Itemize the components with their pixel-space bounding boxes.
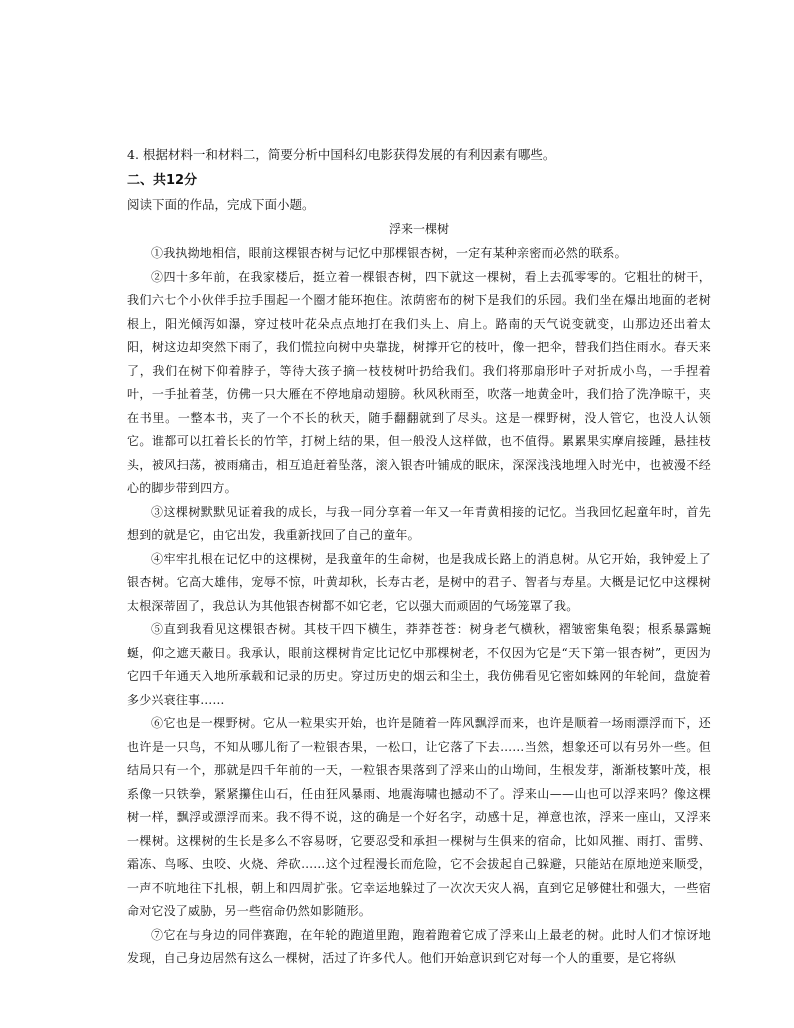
question-4: 4. 根据材料一和材料二，简要分析中国科幻电影获得发展的有利因素有哪些。	[127, 147, 556, 162]
article-paragraph-4: ④牢牢扎根在记忆中的这棵树，是我童年的生命树，也是我成长路上的消息树。从它开始，我钟爱上了银杏树。它高大雄伟，宠辱不惊，叶黄却秋，长寿古老，是树中的君子、智者与寿星。大概是记忆中这棵树太根深蒂固了，我总认为其他银杏树都不如它老，它以强大而顽固的气场笼罩了我。	[127, 551, 711, 613]
article-paragraph-2: ②四十多年前，在我家楼后，挺立着一棵银杏树，四下就这一棵树，看上去孤零零的。它粗壮的树干，我们六七个小伙伴手拉手围起一个圈才能环抱住。浓荫密布的树下是我们的乐园。我们坐在爆出地面的老树根上，阳光倾泻如瀑，穿过枝叶花朵点点地打在我们头上、肩上。路南的天气说变就变，山那边还出着太阳，树这边却突然下雨了，我们慌拉向树中央靠拢，树撑开它的枝叶，像一把伞，替我们挡住雨水。春天来了，我们在树下仰着脖子，等待大孩子摘一枝枝树叶扔给我们。我们将那扇形叶子对折成小鸟，一手捏着叶，一手扯着茎，仿佛一只大雁在不停地扇动翅膀。秋风秋雨至，吹落一地黄金叶，我们拾了洗净晾干，夹在书里。一整本书，夹了一个不长的秋天，随手翻翻就到了尽头。这是一棵野树，没人管它，也没人认领它。谁都可以扛着长长的竹竿，打树上结的果，但一般没人这样做，也不值得。累累果实摩肩接踵，悬挂枝头，被风扫荡，被雨痛击，相互追赶着坠落，滚入银杏叶铺成的眠床，深深浅浅地埋入时光中，也被漫不经心的脚步带到四方。	[127, 269, 711, 495]
article-paragraph-7: ⑦它在与身边的同伴赛跑，在年轮的跑道里跑，跑着跑着它成了浮来山上最老的树。此时人们才惊讶地发现，自己身边居然有这么一棵树，活过了许多代人。他们开始意识到它对每一个人的重要，是它将纵	[127, 927, 711, 965]
article-title: 浮来一棵树	[388, 222, 449, 236]
article-paragraph-5: ⑤直到我看见这棵银杏树。其枝干四下横生，莽莽苍苍：树身老气横秋，褶皱密集龟裂；根系暴露蜿蜒，仰之遮天蔽日。我承认，眼前这棵树肯定比记忆中那棵树老，不仅因为它是“天下第一银杏树”，更因为它四千年通天入地所承载和记录的历史。穿过历史的烟云和尘土，我仿佛看见它密如蛛网的年轮间，盘旋着多少兴衰往事……	[127, 622, 711, 707]
article-paragraph-6: ⑥它也是一棵野树。它从一粒果实开始，也许是随着一阵风飘浮而来，也许是顺着一场雨漂浮而下，还也许是一只鸟，不知从哪儿衔了一粒银杏果，一松口，让它落了下去……当然，想象还可以有另外一些。但结局只有一个，那就是四千年前的一天，一粒银杏果落到了浮来山的山坳间，生根发芽，渐渐枝繁叶茂，根系像一只铁拳，紧紧攥住山石，任由狂风暴雨、地震海啸也撼动不了。浮来山——山也可以浮来吗？像这棵树一样，飘浮或漂浮而来。我不得不说，这的确是一个好名字，动感十足，禅意也浓，浮来一座山，又浮来一棵树。这棵树的生长是多么不容易呀，它要忍受和承担一棵树与生俱来的宿命，比如风摧、雨打、雷劈、霜冻、鸟啄、虫咬、火烧、斧砍……这个过程漫长而危险，它不会拔起自己躲避，只能站在原地逆来顺受，一声不吭地往下扎根，朝上和四周扩张。它幸运地躲过了一次次天灾人祸，直到它足够健壮和强大，一些宿命对它没了威胁，另一些宿命仍然如影随形。	[127, 716, 711, 918]
article-paragraph-1: ①我执拗地相信，眼前这棵银杏树与记忆中那棵银杏树，一定有某种亲密而必然的联系。	[151, 246, 627, 260]
article-paragraph-3: ③这棵树默默见证着我的成长，与我一同分享着一年又一年青黄相接的记忆。当我回忆起童年时，首先想到的就是它，由它出发，我重新找回了自己的童年。	[127, 504, 711, 542]
document-content	[127, 146, 711, 971]
section-heading: 二、共12分	[127, 173, 198, 188]
reading-instruction: 阅读下面的作品，完成下面小题。	[127, 197, 315, 212]
